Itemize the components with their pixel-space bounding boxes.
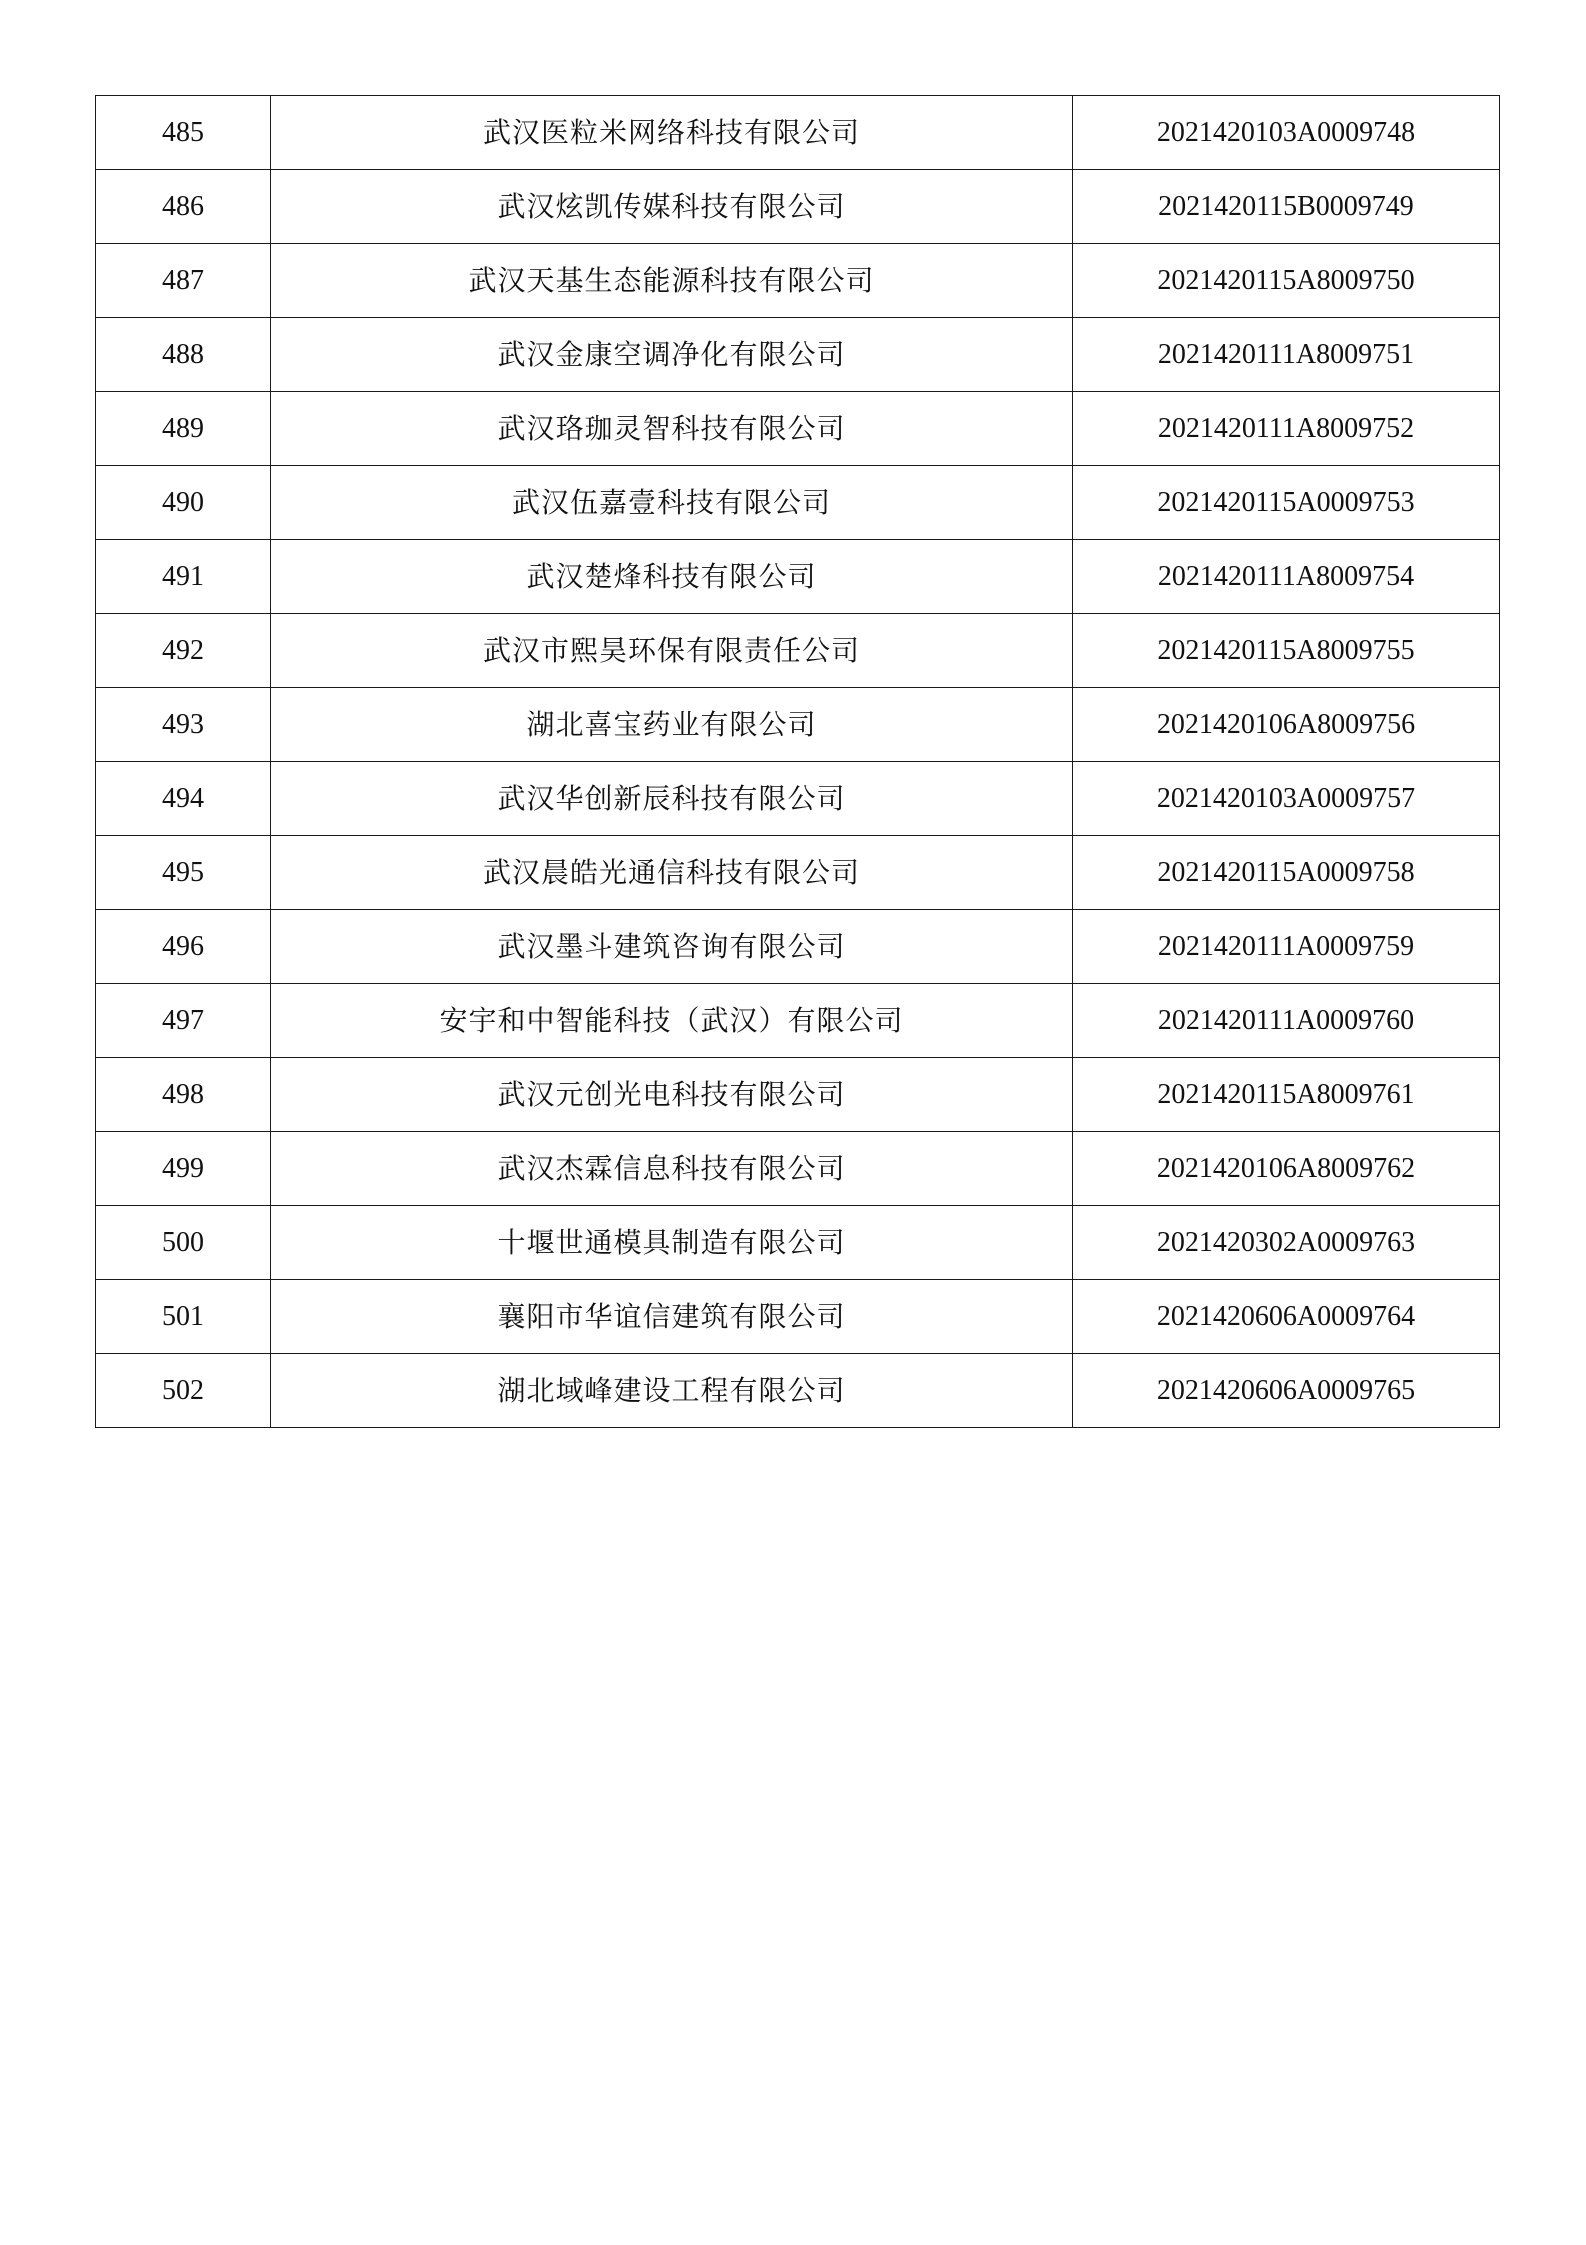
row-number-cell: 494 <box>96 762 271 836</box>
table-row <box>96 762 1500 836</box>
registration-code-cell: 2021420115A0009758 <box>1073 836 1500 910</box>
company-name-cell: 武汉珞珈灵智科技有限公司 <box>271 392 1073 466</box>
row-number-cell: 497 <box>96 984 271 1058</box>
row-number-cell: 499 <box>96 1132 271 1206</box>
registration-code-cell: 2021420106A8009756 <box>1073 688 1500 762</box>
company-name-cell: 十堰世通模具制造有限公司 <box>271 1206 1073 1280</box>
table-row <box>96 1132 1500 1206</box>
table-row <box>96 1206 1500 1280</box>
company-name-cell: 湖北喜宝药业有限公司 <box>271 688 1073 762</box>
registration-code-cell: 2021420106A8009762 <box>1073 1132 1500 1206</box>
company-name-cell: 湖北域峰建设工程有限公司 <box>271 1354 1073 1428</box>
registration-code-cell: 2021420103A0009748 <box>1073 96 1500 170</box>
registration-code-cell: 2021420111A0009760 <box>1073 984 1500 1058</box>
company-name-cell: 武汉金康空调净化有限公司 <box>271 318 1073 392</box>
row-number-cell: 496 <box>96 910 271 984</box>
table-row <box>96 540 1500 614</box>
registry-table-body <box>96 96 1500 1428</box>
table-row <box>96 910 1500 984</box>
table-row <box>96 170 1500 244</box>
table-row <box>96 836 1500 910</box>
row-number-cell: 485 <box>96 96 271 170</box>
table-row <box>96 688 1500 762</box>
company-name-cell: 武汉天基生态能源科技有限公司 <box>271 244 1073 318</box>
company-registry-table <box>95 95 1500 1428</box>
row-number-cell: 490 <box>96 466 271 540</box>
company-name-cell: 武汉伍嘉壹科技有限公司 <box>271 466 1073 540</box>
row-number-cell: 500 <box>96 1206 271 1280</box>
registration-code-cell: 2021420115A8009755 <box>1073 614 1500 688</box>
registration-code-cell: 2021420115A0009753 <box>1073 466 1500 540</box>
row-number-cell: 492 <box>96 614 271 688</box>
table-row <box>96 1058 1500 1132</box>
row-number-cell: 488 <box>96 318 271 392</box>
registration-code-cell: 2021420111A0009759 <box>1073 910 1500 984</box>
company-name-cell: 襄阳市华谊信建筑有限公司 <box>271 1280 1073 1354</box>
row-number-cell: 489 <box>96 392 271 466</box>
registration-code-cell: 2021420111A8009751 <box>1073 318 1500 392</box>
table-row <box>96 466 1500 540</box>
registration-code-cell: 2021420115A8009761 <box>1073 1058 1500 1132</box>
company-name-cell: 武汉墨斗建筑咨询有限公司 <box>271 910 1073 984</box>
registration-code-cell: 2021420115A8009750 <box>1073 244 1500 318</box>
registration-code-cell: 2021420115B0009749 <box>1073 170 1500 244</box>
table-row <box>96 984 1500 1058</box>
table-row <box>96 614 1500 688</box>
row-number-cell: 498 <box>96 1058 271 1132</box>
registration-code-cell: 2021420606A0009765 <box>1073 1354 1500 1428</box>
row-number-cell: 487 <box>96 244 271 318</box>
row-number-cell: 495 <box>96 836 271 910</box>
company-name-cell: 武汉市熙昊环保有限责任公司 <box>271 614 1073 688</box>
company-name-cell: 武汉晨皓光通信科技有限公司 <box>271 836 1073 910</box>
table-row <box>96 96 1500 170</box>
row-number-cell: 493 <box>96 688 271 762</box>
company-name-cell: 武汉炫凯传媒科技有限公司 <box>271 170 1073 244</box>
registration-code-cell: 2021420111A8009752 <box>1073 392 1500 466</box>
company-name-cell: 武汉楚烽科技有限公司 <box>271 540 1073 614</box>
company-name-cell: 武汉医粒米网络科技有限公司 <box>271 96 1073 170</box>
table-row <box>96 1354 1500 1428</box>
table-row <box>96 318 1500 392</box>
row-number-cell: 486 <box>96 170 271 244</box>
table-row <box>96 1280 1500 1354</box>
company-name-cell: 武汉华创新辰科技有限公司 <box>271 762 1073 836</box>
row-number-cell: 491 <box>96 540 271 614</box>
table-row <box>96 244 1500 318</box>
registration-code-cell: 2021420302A0009763 <box>1073 1206 1500 1280</box>
row-number-cell: 501 <box>96 1280 271 1354</box>
row-number-cell: 502 <box>96 1354 271 1428</box>
registration-code-cell: 2021420103A0009757 <box>1073 762 1500 836</box>
registration-code-cell: 2021420111A8009754 <box>1073 540 1500 614</box>
registration-code-cell: 2021420606A0009764 <box>1073 1280 1500 1354</box>
table-row <box>96 392 1500 466</box>
company-name-cell: 武汉元创光电科技有限公司 <box>271 1058 1073 1132</box>
company-name-cell: 武汉杰霖信息科技有限公司 <box>271 1132 1073 1206</box>
company-name-cell: 安宇和中智能科技（武汉）有限公司 <box>271 984 1073 1058</box>
